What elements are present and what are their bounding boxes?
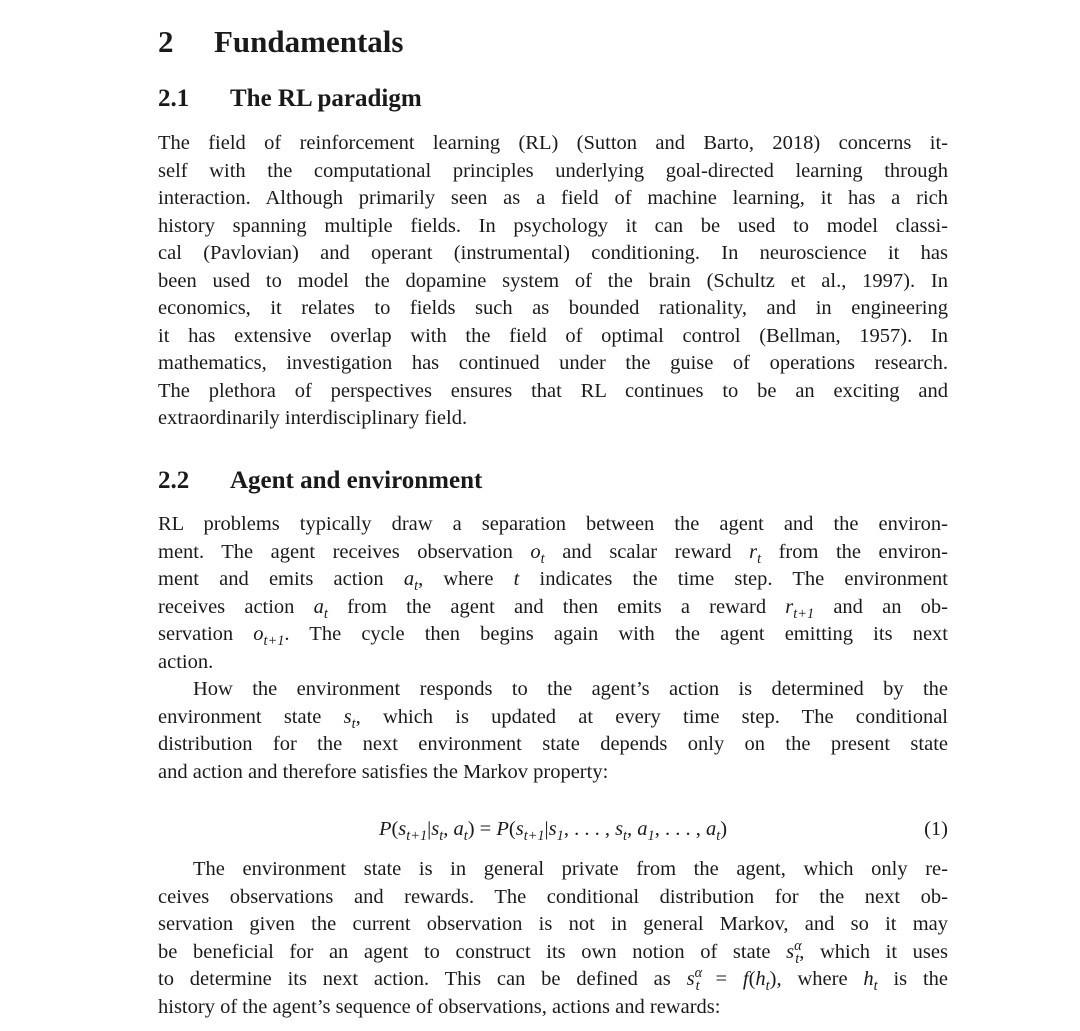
text-line: ceives observations and rewards. The conditional distribution for the next ob-	[158, 885, 948, 908]
math-symbol: $r_t$	[749, 540, 762, 566]
text-line: it has extensive overlap with the field of optimal control (Bellman, 1957). In	[158, 324, 948, 347]
math-symbol: $s_t$	[343, 705, 356, 731]
math-symbol: $a_t$	[705, 818, 721, 845]
math-symbol: $o_t$	[530, 540, 545, 566]
text-line: The environment state is in general private from the agent, which only re-	[193, 858, 948, 880]
math-symbol: $s_1$	[548, 818, 564, 845]
section-title: Fundamentals	[214, 24, 404, 59]
text-line: servation given the current observation is not in general Markov, and so it may	[158, 913, 948, 935]
math-symbol: $a_t$	[403, 568, 419, 594]
text-line: mathematics, investigation has continued under the guise of operations research.	[158, 352, 948, 374]
text-line: How the environment responds to the agent’s action is determined by the	[193, 678, 948, 700]
math-symbol: $s_t$	[615, 818, 628, 845]
text-line: extraordinarily interdisciplinary field.	[158, 407, 468, 429]
math-symbol: $s_{t+1}$	[515, 818, 545, 845]
math-symbol: P	[496, 818, 509, 840]
math-symbol: $h_t$	[755, 968, 770, 994]
math-symbol: $a_t$	[313, 595, 328, 621]
text-line: ment and emits action $a_t$, where t indicates the time step. The environment	[158, 568, 948, 594]
math-symbol: $h_t$	[863, 968, 878, 994]
subsection-number: 2.2	[158, 467, 190, 494]
text-line: history spanning multiple fields. In psychology it can be used to model classi-	[158, 214, 948, 237]
math-symbol: $r_{t+1}$	[785, 595, 815, 621]
paragraph-environment-state	[158, 676, 948, 786]
subsection-title: The RL paradigm	[230, 85, 422, 112]
subsection-heading-2-1	[158, 85, 422, 113]
text-line: distribution for the next environment state depends only on the present state	[158, 733, 948, 755]
text-line: to determine its next action. This can be defined as $s^\alpha_t = f(h_t)$, where $h_t$ is the	[158, 966, 948, 994]
subsection-number: 2.1	[158, 85, 190, 112]
text-line: servation $o_{t+1}$. The cycle then begins again with the agent emitting its next	[158, 623, 948, 649]
text-line: and action and therefore satisfies the Markov property:	[158, 760, 609, 783]
text-line: receives action $a_t$ from the agent and then emits a reward $r_{t+1}$ and an ob-	[158, 595, 948, 621]
equation-1	[158, 815, 948, 843]
text-line: be beneficial for an agent to construct its own notion of state $s^\alpha_t$, which it uses	[158, 938, 948, 966]
paragraph-rl-paradigm	[158, 130, 948, 433]
math-symbol: $o_{t+1}$	[253, 623, 285, 649]
text-line: RL problems typically draw a separation between the agent and the environ-	[158, 513, 948, 535]
text-line: economics, it relates to fields such as bounded rationality, and in engineering	[158, 297, 948, 319]
math-symbol: $s^\alpha_t$	[786, 938, 802, 966]
math-symbol: $s^\alpha_t$	[686, 966, 703, 994]
section-number: 2	[158, 24, 174, 59]
text-line: The plethora of perspectives ensures that RL continues to be an exciting and	[158, 379, 948, 402]
text-line: history of the agent’s sequence of observations, actions and rewards:	[158, 995, 721, 1018]
text-line: been used to model the dopamine system of the brain (Schultz et al., 1997). In	[158, 269, 948, 292]
text-line: ment. The agent receives observation $o_t$ and scalar reward $r_t$ from the environ-	[158, 540, 948, 566]
text-line: action.	[158, 650, 214, 673]
text-line: environment state $s_t$, which is updated at every time step. The conditional	[158, 705, 948, 731]
math-symbol: $a_1$	[637, 818, 655, 845]
text-line: self with the computational principles underlying goal-directed learning through	[158, 159, 948, 182]
math-symbol: t	[513, 568, 520, 590]
subsection-heading-2-2	[158, 467, 482, 495]
equation-body: $P(s_{t+1}|s_t$, $a_t) = P(s_{t+1}|s_1$, . . . , $s_t$, $a_1$, . . . , $a_t$)	[378, 818, 728, 845]
math-symbol: f	[742, 968, 749, 990]
text-line: interaction. Although primarily seen as a field of machine learning, it has a rich	[158, 187, 948, 209]
math-symbol: $s_{t+1}$	[398, 818, 428, 845]
paragraph-agent-state	[158, 856, 948, 1021]
math-symbol: P	[378, 818, 392, 840]
equation-number: (1)	[924, 818, 948, 840]
text-line: The field of reinforcement learning (RL) (Sutton and Barto, 2018) concerns it-	[158, 132, 948, 154]
paragraph-agent-environment	[158, 511, 948, 676]
subsection-title: Agent and environment	[230, 467, 483, 494]
math-symbol: $a_t$	[453, 818, 468, 845]
section-heading	[158, 24, 403, 60]
text-line: cal (Pavlovian) and operant (instrumental) conditioning. In neuroscience it has	[158, 242, 948, 264]
math-symbol: $s_t$	[431, 818, 444, 845]
